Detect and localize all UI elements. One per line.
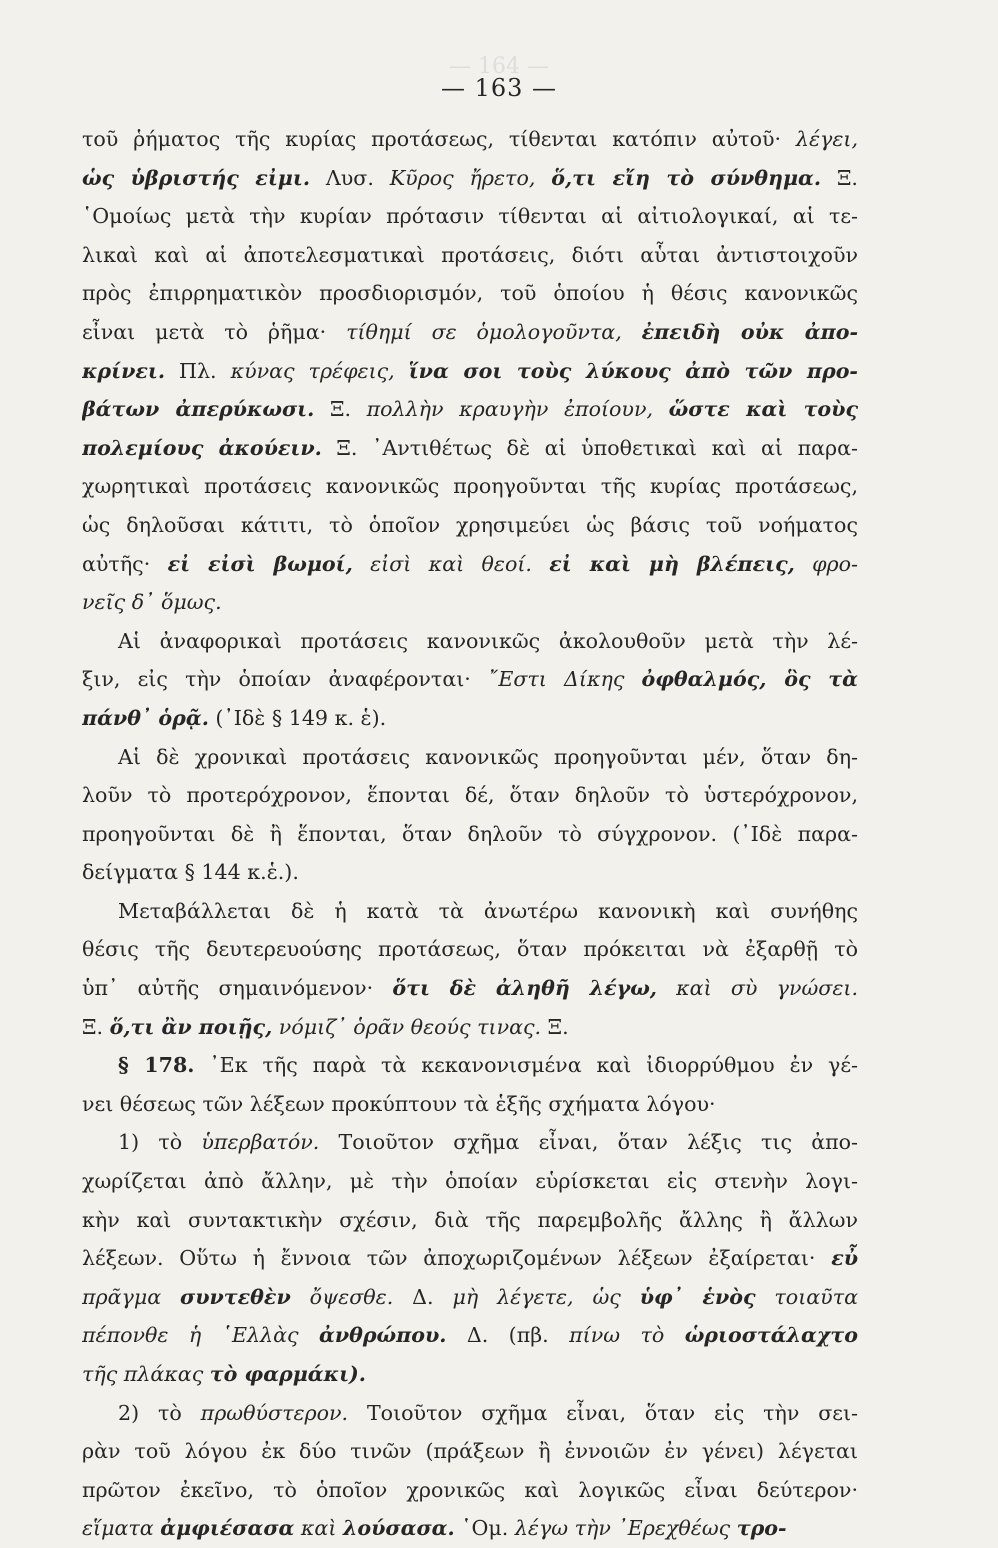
emphasized-text: ὡς ὑβριστής εἰμι.	[82, 165, 311, 190]
text-run: Τοιοῦτον σχῆμα εἶναι, ὅταν εἰς τὴν σει-	[348, 1400, 858, 1425]
text-run: Ξ.	[314, 397, 367, 422]
text-line	[82, 545, 858, 584]
text-run: Ξ. ᾿Αντιθέτως δὲ αἱ ὑποθετικαὶ καὶ αἱ παρα-	[321, 435, 858, 460]
text-line	[82, 1162, 858, 1201]
text-run: Μεταβάλλεται δὲ ἡ κατὰ τὰ ἀνωτέρω κανονικὴ καὶ συνήθης	[118, 898, 858, 923]
emphasized-text: κρίνει.	[82, 358, 166, 383]
text-line	[82, 506, 858, 545]
emphasized-text: εἰ εἰσὶ βωμοί,	[167, 551, 353, 576]
text-line	[82, 1046, 858, 1085]
emphasized-text: πίνω τὸ	[569, 1323, 685, 1348]
emphasized-text: πρᾶγμα	[82, 1284, 181, 1309]
text-run: Τοιοῦτον σχῆμα εἶναι, ὅταν λέξις τις ἀπο-	[319, 1130, 858, 1155]
emphasized-text: τοιαῦτα	[755, 1284, 858, 1309]
emphasized-text: ὡριοστάλαχτο	[684, 1323, 858, 1348]
emphasized-text: κύνας τρέφεις,	[230, 358, 409, 383]
text-line	[82, 969, 858, 1008]
emphasized-text: τρο-	[736, 1516, 787, 1541]
emphasized-text: ὀφθαλμός, ὃς τὰ	[641, 667, 858, 692]
text-run: ῾Ομοίως μετὰ τὴν κυρίαν πρότασιν τίθενται αἱ αἰτιολογικαί, αἱ τε-	[82, 204, 858, 229]
text-line	[82, 159, 858, 198]
body-text	[82, 120, 858, 1548]
text-run: λοῦν τὸ προτερόχρονον, ἕπονται δέ, ὅταν δηλοῦν τὸ ὑστερόχρονον,	[82, 783, 858, 808]
bleed-through-page-number: — 164 —	[449, 54, 549, 79]
text-run: νει θέσεως τῶν λέξεων προκύπτουν τὰ ἑξῆς σχήματα λόγου·	[82, 1091, 716, 1116]
text-run: δείγματα § 144 κ.ἑ.).	[82, 860, 299, 885]
text-line	[82, 1085, 858, 1124]
text-line	[82, 622, 858, 661]
emphasized-text: ὅ,τι εἴη τὸ σύνθημα.	[551, 165, 822, 190]
text-run: χωρητικαὶ προτάσεις κανονικῶς προηγοῦνται τῆς κυρίας προτάσεως,	[82, 474, 858, 499]
emphasized-text: πέπονθε ἡ ῾Ελλὰς	[82, 1323, 319, 1348]
emphasized-text: πολλὴν κραυγὴν ἐποίουν,	[366, 397, 669, 422]
emphasized-text: ὥστε καὶ τοὺς	[668, 397, 858, 422]
emphasized-text: ὅ,τι ἂν ποιῇς,	[109, 1014, 273, 1039]
text-line	[82, 738, 858, 777]
emphasized-text: πρωθύστερον.	[200, 1400, 349, 1425]
text-line	[82, 1008, 858, 1047]
text-line	[82, 429, 858, 468]
emphasized-text: μὴ λέγετε, ὡς	[452, 1284, 640, 1309]
text-line	[82, 1471, 858, 1510]
text-line	[82, 352, 858, 391]
text-line	[82, 930, 858, 969]
emphasized-text: λέγω τὴν ᾿Ερεχθέως	[514, 1516, 737, 1541]
text-run: Λυσ.	[310, 165, 390, 190]
text-run: Ξ.	[821, 165, 858, 190]
text-run: ρὰν τοῦ λόγου ἐκ δύο τινῶν (πράξεων ἢ ἐννοιῶν ἐν γένει) λέγεται	[82, 1439, 858, 1464]
emphasized-text: ἀνθρώπου.	[318, 1323, 447, 1348]
emphasized-text: τίθημί σε ὁμολογοῦντα,	[346, 319, 642, 344]
text-line	[82, 236, 858, 275]
text-run: (᾿Ιδὲ § 149 κ. ἑ).	[208, 705, 387, 730]
emphasized-text: § 178.	[118, 1053, 195, 1078]
emphasized-text: εἵματα	[82, 1516, 161, 1541]
text-line	[82, 1201, 858, 1240]
emphasized-text: πάνθ᾿ ὁρᾷ.	[82, 705, 209, 730]
text-run: ᾿Εκ τῆς παρὰ τὰ κεκανονισμένα καὶ ἰδιορρύθμου ἐν γέ-	[194, 1053, 858, 1078]
emphasized-text: λέγει,	[795, 127, 858, 151]
text-line	[82, 1239, 858, 1278]
text-run: Ξ.	[82, 1014, 110, 1039]
text-line	[82, 892, 858, 931]
text-run: λέξεων. Οὕτω ἡ ἔννοια τῶν ἀποχωριζομένων λέξεων ἐξαίρεται·	[82, 1246, 832, 1271]
emphasized-text: καὶ	[294, 1516, 343, 1541]
emphasized-text: ὄψεσθε.	[290, 1284, 394, 1309]
text-line	[82, 660, 858, 699]
text-run: αὐτῆς·	[82, 551, 168, 576]
text-run: πρὸς ἐπιρρηματικὸν προσδιορισμόν, τοῦ ὁποίου ἡ θέσις κανονικῶς	[82, 281, 858, 306]
text-run: Πλ.	[165, 358, 231, 383]
emphasized-text: νόμιζ᾿ ὁρᾶν θεούς τινας.	[272, 1014, 542, 1039]
text-line	[82, 1509, 858, 1548]
emphasized-text: φρο-	[794, 551, 858, 576]
emphasized-text: Κῦρος ἤρετο,	[389, 165, 552, 190]
text-run: λικαὶ καὶ αἱ ἀποτελεσματικαὶ προτάσεις, διότι αὗται ἀντιστοιχοῦν	[82, 242, 858, 267]
text-run: χωρίζεται ἀπὸ ἄλλην, μὲ τὴν ὁποίαν εὑρίσκεται εἰς στενὴν λογι-	[82, 1169, 858, 1194]
emphasized-text: ὑπερβατόν.	[201, 1130, 320, 1155]
page-number: — 163 —	[440, 74, 558, 102]
emphasized-text: λούσασα.	[342, 1516, 455, 1541]
text-line	[82, 274, 858, 313]
text-line	[82, 1316, 858, 1355]
text-line	[82, 197, 858, 236]
emphasized-text: καὶ σὺ γνώσει.	[656, 976, 858, 1001]
emphasized-text: ὅτι δὲ ἀληθῆ λέγω,	[392, 976, 657, 1001]
text-run: Αἱ ἀναφορικαὶ προτάσεις κανονικῶς ἀκολουθοῦν μετὰ τὴν λέ-	[118, 628, 858, 653]
text-line	[82, 1355, 858, 1394]
text-line	[82, 853, 858, 892]
emphasized-text: ὑφ᾿ ἑνὸς	[639, 1284, 756, 1309]
text-line	[82, 699, 858, 738]
text-line	[82, 815, 858, 854]
text-run: ὡς δηλοῦσαι κάτιτι, τὸ ὁποῖον χρησιμεύει ὡς βάσις τοῦ νοήματος	[82, 512, 858, 537]
text-line	[82, 313, 858, 352]
emphasized-text: ἵνα σοι τοὺς λύκους ἀπὸ τῶν προ-	[408, 358, 858, 383]
text-line	[82, 1394, 858, 1433]
text-run: κὴν καὶ συντακτικὴν σχέσιν, διὰ τῆς παρεμβολῆς ἄλλης ἢ ἄλλων	[82, 1207, 858, 1232]
emphasized-text: ῎Εστι Δίκης	[488, 667, 642, 692]
emphasized-text: εὖ	[831, 1246, 858, 1271]
text-run: Αἱ δὲ χρονικαὶ προτάσεις κανονικῶς προηγοῦνται μέν, ὅταν δη-	[118, 744, 858, 769]
text-line	[82, 467, 858, 506]
text-line	[82, 1278, 858, 1317]
emphasized-text: εἰ καὶ μὴ βλέπεις,	[549, 551, 795, 576]
text-line	[82, 1432, 858, 1471]
text-run: 1) τὸ	[118, 1130, 202, 1155]
text-run: Ξ.	[541, 1014, 569, 1039]
text-run: τοῦ ῥήματος τῆς κυρίας προτάσεως, τίθενται κατόπιν αὐτοῦ·	[82, 127, 796, 151]
text-run: ὑπ᾿ αὐτῆς σημαινόμενον·	[82, 976, 393, 1001]
emphasized-text: ἀμφιέσασα	[160, 1516, 295, 1541]
text-run: ξιν, εἰς τὴν ὁποίαν ἀναφέρονται·	[82, 667, 489, 692]
text-run: Δ.	[393, 1284, 453, 1309]
emphasized-text: τὸ φαρμάκι).	[209, 1362, 366, 1386]
text-line	[82, 776, 858, 815]
text-run: ῾Ομ.	[454, 1516, 515, 1541]
text-run: εἶναι μετὰ τὸ ῥῆμα·	[82, 319, 347, 344]
text-run: πρῶτον ἐκεῖνο, τὸ ὁποῖον χρονικῶς καὶ λογικῶς εἶναι δεύτερον·	[82, 1477, 858, 1502]
emphasized-text: τῆς πλάκας	[82, 1362, 210, 1386]
text-run: προηγοῦνται δὲ ἢ ἕπονται, ὅταν δηλοῦν τὸ σύγχρονον. (᾿Ιδὲ παρα-	[82, 821, 858, 846]
emphasized-text: ἐπειδὴ οὐκ ἀπο-	[641, 319, 858, 344]
text-run: θέσις τῆς δευτερευούσης προτάσεως, ὅταν πρόκειται νὰ ἐξαρθῇ τὸ	[82, 937, 858, 962]
text-run: 2) τὸ	[118, 1400, 201, 1425]
emphasized-text: πολεμίους ἀκούειν.	[82, 435, 322, 460]
text-line	[82, 120, 858, 159]
text-line	[82, 1123, 858, 1162]
emphasized-text: συντεθὲν	[180, 1284, 291, 1309]
text-run: Δ. (πβ.	[446, 1323, 570, 1348]
text-line	[82, 583, 858, 622]
emphasized-text: εἰσὶ καὶ θεοί.	[352, 551, 550, 576]
text-line	[82, 390, 858, 429]
emphasized-text: νεῖς δ᾿ ὅμως.	[82, 590, 222, 615]
emphasized-text: βάτων ἀπερύκωσι.	[82, 397, 315, 422]
